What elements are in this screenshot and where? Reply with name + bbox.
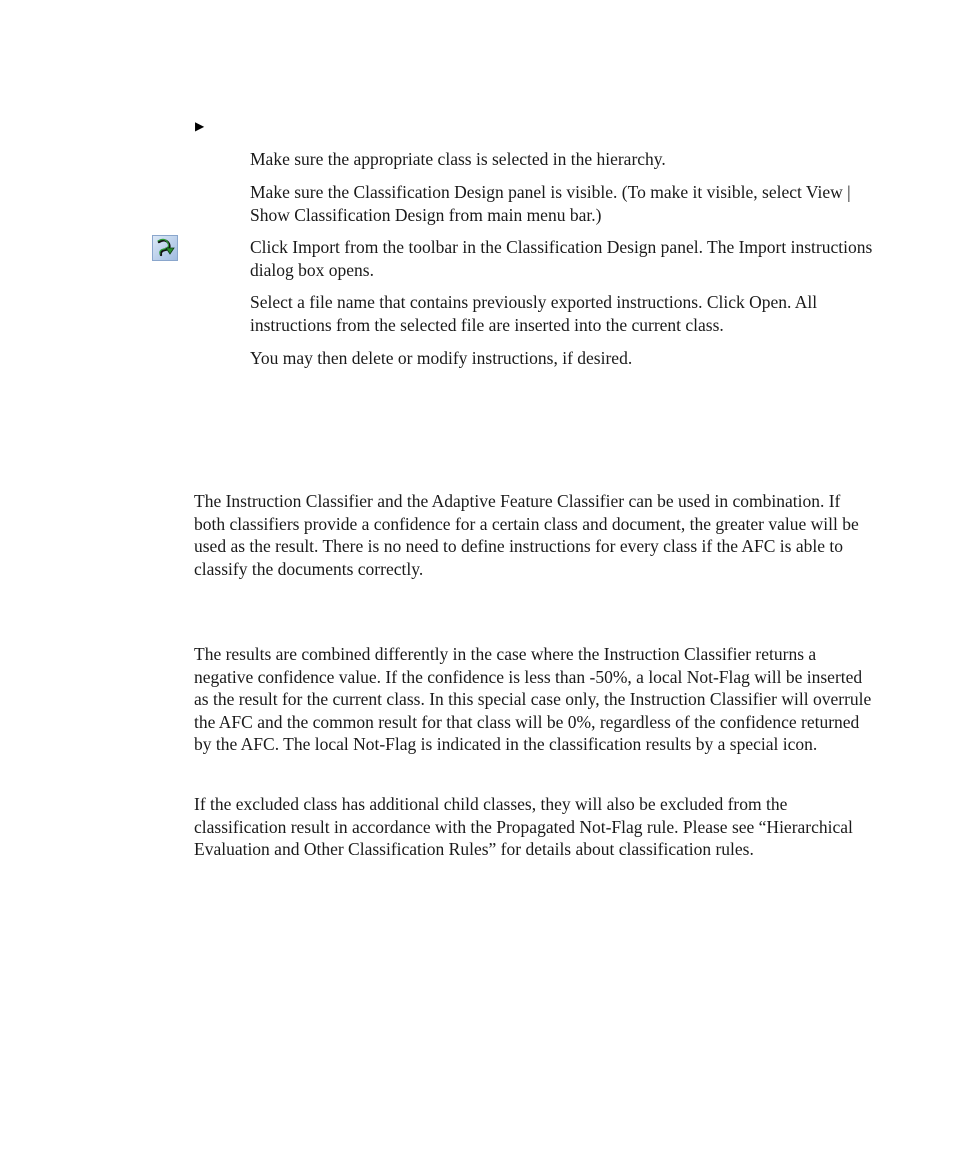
procedure-step: Make sure the Classification Design panel is visible. (To make it visible, select View | Show Classification Design from main menu bar.) — [250, 182, 851, 225]
right-triangle-icon: ▶ — [195, 119, 205, 133]
import-instructions-icon — [152, 235, 178, 261]
body-paragraph: If the excluded class has additional child classes, they will also be excluded from the classification result in accordance with the Propagated Not-Flag rule. Please see “Hierarchical Evaluation and Other Classification Rules” for details about classification rules. — [194, 794, 853, 859]
body-paragraph: The Instruction Classifier and the Adaptive Feature Classifier can be used in combination. If both classifiers provide a confidence for a certain class and document, the greater value will be used as the result. There is no need to define instructions for every class if the AFC is able to classify the documents correctly. — [194, 491, 859, 579]
procedure-step: Select a file name that contains previously exported instructions. Click Open. All instructions from the selected file are inserted into the current class. — [250, 292, 818, 335]
procedure-step: You may then delete or modify instructions, if desired. — [250, 348, 633, 368]
procedure-step: Click Import from the toolbar in the Classification Design panel. The Import instructions dialog box opens. — [250, 237, 873, 280]
body-paragraph: The results are combined differently in the case where the Instruction Classifier returns a negative confidence value. If the confidence is less than -50%, a local Not-Flag will be inserted as the result for the current class. In this special case only, the Instruction Classifier will overrule the AFC and the common result for that class will be 0%, regardless of the confidence returned by the AFC. The local Not-Flag is indicated in the classification results by a special icon. — [194, 644, 872, 754]
procedure-step: Make sure the appropriate class is selected in the hierarchy. — [250, 149, 666, 169]
